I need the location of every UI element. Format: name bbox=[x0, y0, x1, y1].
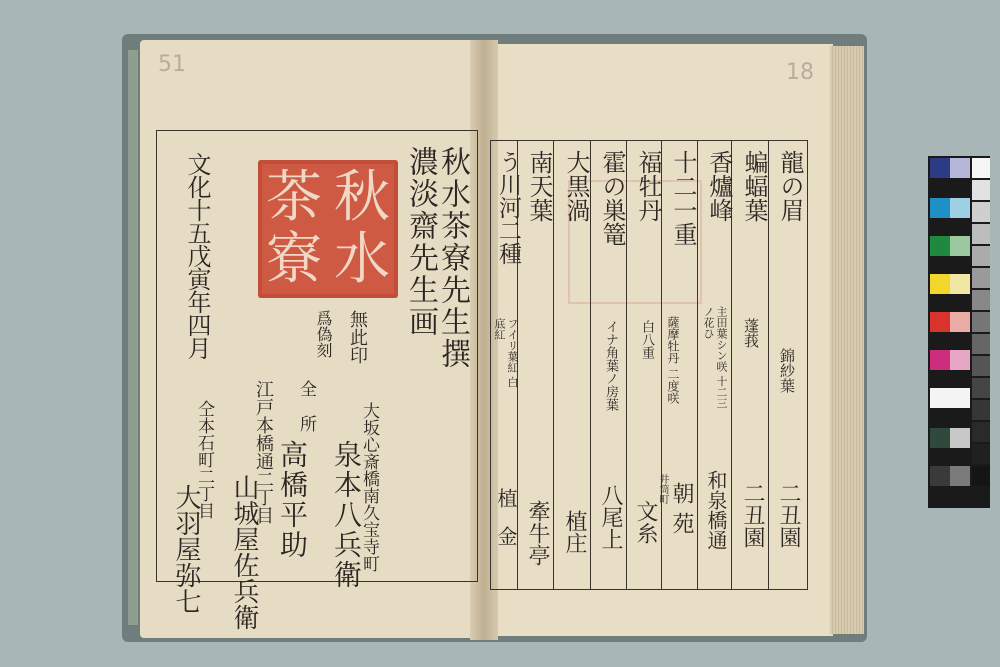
grower-4: 朝苑 bbox=[669, 482, 694, 542]
seal-char-2: 水 bbox=[334, 227, 390, 292]
swatch bbox=[930, 350, 950, 370]
plant-note-2: 蓬莪 bbox=[742, 318, 760, 348]
gray-step bbox=[972, 246, 990, 266]
publication-date: 文化十五戊寅年四月 bbox=[183, 152, 211, 359]
plant-note-5: 白八重 bbox=[639, 320, 654, 359]
gray-step bbox=[972, 268, 990, 288]
illustrator-line: 濃淡齋先生画 bbox=[403, 146, 438, 338]
swatch bbox=[930, 236, 950, 256]
plant-name-5: 福牡丹 bbox=[634, 150, 662, 222]
grower-9: 植金 bbox=[494, 488, 518, 564]
plant-note-6: イナ角葉ノ房葉 bbox=[603, 320, 618, 411]
seal-char-4: 寮 bbox=[266, 227, 322, 292]
gray-step bbox=[972, 180, 990, 200]
plant-note-4: 薩摩牡丹 二度咲 bbox=[666, 316, 680, 404]
swatch bbox=[930, 428, 950, 448]
color-calibration-card bbox=[928, 156, 990, 508]
grower-8: 牽牛亭 bbox=[525, 500, 550, 566]
red-seal bbox=[258, 160, 398, 298]
swatch bbox=[950, 236, 970, 256]
plant-name-7: 大黒渦 bbox=[562, 150, 590, 222]
gray-step bbox=[972, 312, 990, 332]
plant-name-4: 十二一重 bbox=[669, 150, 697, 246]
grower-3: 和泉橋通 bbox=[704, 470, 728, 550]
swatch bbox=[930, 274, 950, 294]
swatch bbox=[950, 158, 970, 178]
plant-name-9: う川河二種 bbox=[495, 150, 521, 265]
same-address-mark: 全所 bbox=[296, 380, 316, 450]
plant-name-3: 香爐峰 bbox=[705, 150, 733, 222]
grower-note-5: 井筒町 bbox=[657, 474, 668, 504]
publisher1-address: 大坂心斎橋南久宝寺町 bbox=[359, 402, 379, 572]
plant-name-1: 龍の眉 bbox=[776, 150, 804, 222]
gray-step bbox=[972, 356, 990, 376]
swatch bbox=[950, 274, 970, 294]
plant-note-3: 主田葉シン咲 十二三ノ花ひ bbox=[702, 306, 728, 409]
gray-step bbox=[972, 422, 990, 442]
grower-5: 文糸 bbox=[633, 500, 658, 544]
pencil-mark-left: 51 bbox=[158, 52, 186, 77]
publisher1-name: 泉本八兵衛 bbox=[330, 440, 363, 590]
cover-edge bbox=[128, 50, 138, 625]
swatch bbox=[950, 350, 970, 370]
seal-char-1: 秋 bbox=[334, 165, 390, 230]
plant-name-2: 蝙蝠葉 bbox=[740, 150, 768, 222]
swatch bbox=[950, 312, 970, 332]
publisher3-address: 仝本石町二丁目 bbox=[194, 400, 214, 519]
gray-step bbox=[972, 378, 990, 398]
seal-char-3: 茶 bbox=[266, 165, 322, 230]
gray-step bbox=[972, 444, 990, 464]
swatch bbox=[930, 312, 950, 332]
gray-step bbox=[972, 400, 990, 420]
grower-6: 八尾上 bbox=[598, 484, 623, 550]
gray-step bbox=[972, 334, 990, 354]
author-line: 秋水茶寮先生撰 bbox=[435, 146, 470, 370]
grower-1: 二丑園 bbox=[776, 482, 801, 548]
gray-step bbox=[972, 224, 990, 244]
publisher2-address: 江戸本橋通二丁目 bbox=[253, 380, 274, 524]
seal-notice-2: 爲偽刻 bbox=[314, 310, 333, 358]
gray-step bbox=[972, 158, 990, 178]
plant-name-8: 南天葉 bbox=[525, 150, 553, 222]
publisher3-name: 大羽屋弥七 bbox=[171, 484, 201, 614]
plant-note-1: 錦紗葉 bbox=[778, 348, 796, 393]
gray-step bbox=[972, 466, 990, 486]
swatch bbox=[950, 198, 970, 218]
swatch bbox=[930, 466, 950, 486]
pencil-mark-right: 18 bbox=[786, 60, 814, 85]
swatch bbox=[950, 428, 970, 448]
grower-7: 植庄 bbox=[562, 510, 587, 554]
page-edges bbox=[830, 46, 864, 634]
plant-name-6: 霍の巣篭 bbox=[598, 150, 626, 246]
plant-note-9: フイリ葉紅 白底紅 bbox=[493, 318, 519, 388]
gray-step bbox=[972, 202, 990, 222]
swatch bbox=[930, 198, 950, 218]
swatch bbox=[950, 466, 970, 486]
seal-notice-1: 無此印 bbox=[347, 310, 368, 364]
swatch bbox=[930, 388, 970, 408]
swatch bbox=[930, 158, 950, 178]
publisher2-name-1: 高橋平助 bbox=[276, 440, 309, 560]
publisher2-name-2: 山城屋佐兵衛 bbox=[229, 474, 259, 630]
gray-step bbox=[972, 290, 990, 310]
grower-2: 二丑園 bbox=[740, 482, 765, 548]
